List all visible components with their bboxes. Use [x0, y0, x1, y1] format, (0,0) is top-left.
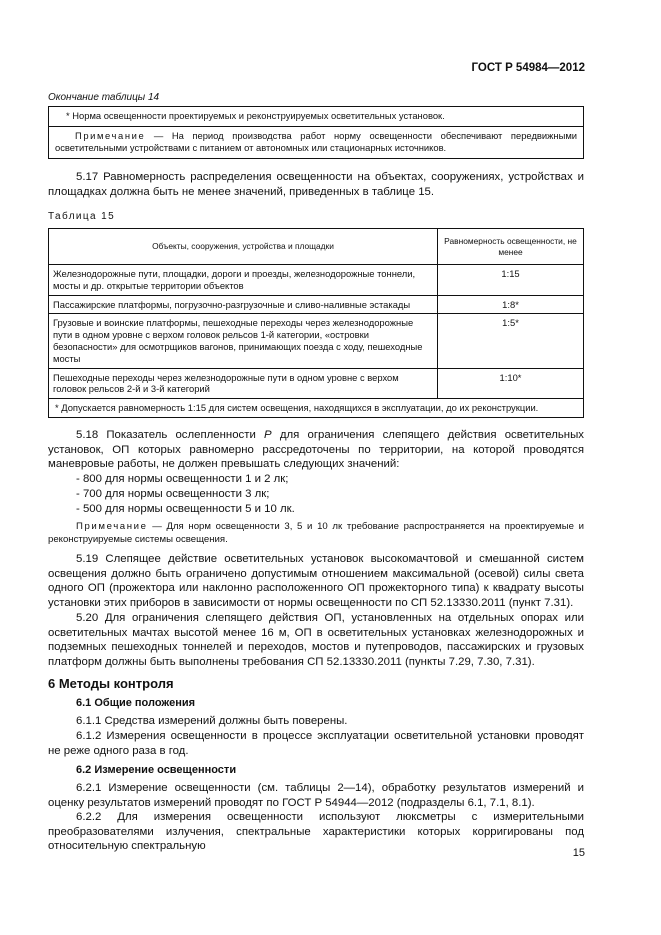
paragraph-5-18: [48, 428, 584, 472]
note-label: Примечание: [76, 521, 148, 532]
table15: [48, 228, 584, 418]
paragraph-5-19: 5.19 Слепящее действие осветительных установок высокомачтовой и смешанной систем освещения должно быть ограничено допустимым отношением максимальной (осевой) силы света одного ОП (прожектора или наклонно расположенного ОП прожекторного типа) к квадрату высоты установки этих приборов в зависимости от нормы освещенности по СП 52.13330.2011 (пункт 7.31).: [48, 553, 584, 609]
table-row: [49, 314, 584, 368]
subsection-6-1-title: 6.1 Общие положения: [76, 697, 196, 709]
table14-continuation-caption: Окончание таблицы 14: [48, 92, 160, 103]
note-text: — На период производства работ норму освещенности обеспечивают передвижными осветительными устройствами с питанием от автономных или стационарных источников.: [55, 129, 577, 153]
paragraph-5-20: 5.20 Для ограничения слепящего действия ОП, установленных на отдельных опорах или осветительных мачтах высотой менее 16 м, ОП в осветительных установках железнодорожных и подземных пешеходных тоннелей и переходов, мостов и путепроводов, пассажирских и грузовых платформ должны быть выполнены требования СП 52.13330.2011 (пункты 7.29, 7.30, 7.31).: [48, 612, 584, 668]
section-6-title: 6 Методы контроля: [48, 676, 174, 691]
standard-code: ГОСТ Р 54984—2012: [471, 62, 585, 74]
list-item: - 500 для нормы освещенности 5 и 10 лк.: [76, 503, 295, 515]
table15-footnote: * Допускается равномерность 1:15 для систем освещения, находящихся в эксплуатации, до их реконструкции.: [49, 399, 584, 418]
table15-value-cell: 1:5*: [438, 314, 584, 368]
paragraph-6-2-1: 6.2.1 Измерение освещенности (см. таблицы 2—14), обработку результатов измерений и оценку результатов измерений проводят по ГОСТ Р 54944—2012 (подразделы 6.1, 7.1, 8.1).: [48, 782, 584, 809]
table-row: [49, 368, 584, 399]
table15-value-cell: 1:15: [438, 265, 584, 296]
paragraph-6-1-2: 6.1.2 Измерения освещенности в процессе эксплуатации осветительной установки проводят не реже одного раза в год.: [48, 730, 584, 757]
note-text: — Для норм освещенности 3, 5 и 10 лк требование распространяется на проектируемые и реконструируемые системы освещения.: [48, 521, 584, 545]
table15-object-cell: Железнодорожные пути, площадки, дороги и проезды, железнодорожные тоннели, мосты и др. открытые территории объектов: [49, 265, 438, 296]
table14-footnote: * Норма освещенности проектируемых и реконструируемых осветительных установок.: [49, 107, 583, 127]
paragraph-6-1-1: 6.1.1 Средства измерений должны быть поверены.: [76, 715, 348, 727]
p518-text-end: для ограничения слепящего действия осветительных установок, ОП которых равномерно рассредоточены по территории, на которой проводятся маневровые работы, не должен превышать следующих значений:: [48, 429, 584, 471]
table14-end: [48, 106, 584, 159]
table15-object-cell: Грузовые и воинские платформы, пешеходные переходы через железнодорожные пути в одном уровне с верхом головок рельсов 1-й категории, «островки безопасности» для осмотрщиков вагонов, принимающих поезда с ходу, пешеходные мосты: [49, 314, 438, 368]
table15-object-cell: Пешеходные переходы через железнодорожные пути в одном уровне с верхом головок рельсов 2-й и 3-й категорий: [49, 368, 438, 399]
table15-header-row: [49, 229, 584, 265]
p518-symbol: P: [264, 429, 272, 441]
table15-object-cell: Пассажирские платформы, погрузочно-разгрузочные и сливо-наливные эстакады: [49, 295, 438, 314]
list-item: - 800 для нормы освещенности 1 и 2 лк;: [76, 473, 289, 485]
p518-text-start: 5.18 Показатель ослепленности: [76, 429, 265, 441]
note-5-18: [48, 520, 584, 546]
table15-value-cell: 1:8*: [438, 295, 584, 314]
subsection-6-2-title: 6.2 Измерение освещенности: [76, 764, 237, 776]
paragraph-6-2-2: 6.2.2 Для измерения освещенности используют люксметры с измерительными преобразователями излучения, спектральные характеристики которых корригированы под относительную спектральную: [48, 811, 584, 853]
table15-caption: Таблица 15: [48, 211, 116, 222]
table15-col2-header: Равномерность освещенности, не менее: [438, 229, 584, 265]
table14-note: [49, 127, 583, 158]
list-item: - 700 для нормы освещенности 3 лк;: [76, 488, 270, 500]
table15-footnote-row: [49, 399, 584, 418]
note-label: Примечание: [75, 129, 146, 141]
paragraph-5-17: 5.17 Равномерность распределения освещенности на объектах, сооружениях, устройствах и площадках должна быть не менее значений, приведенных в таблице 15.: [48, 171, 584, 198]
table15-col1-header: Объекты, сооружения, устройства и площадки: [49, 229, 438, 265]
table15-value-cell: 1:10*: [438, 368, 584, 399]
table-row: [49, 265, 584, 296]
table-row: [49, 295, 584, 314]
page-number: 15: [572, 847, 585, 859]
